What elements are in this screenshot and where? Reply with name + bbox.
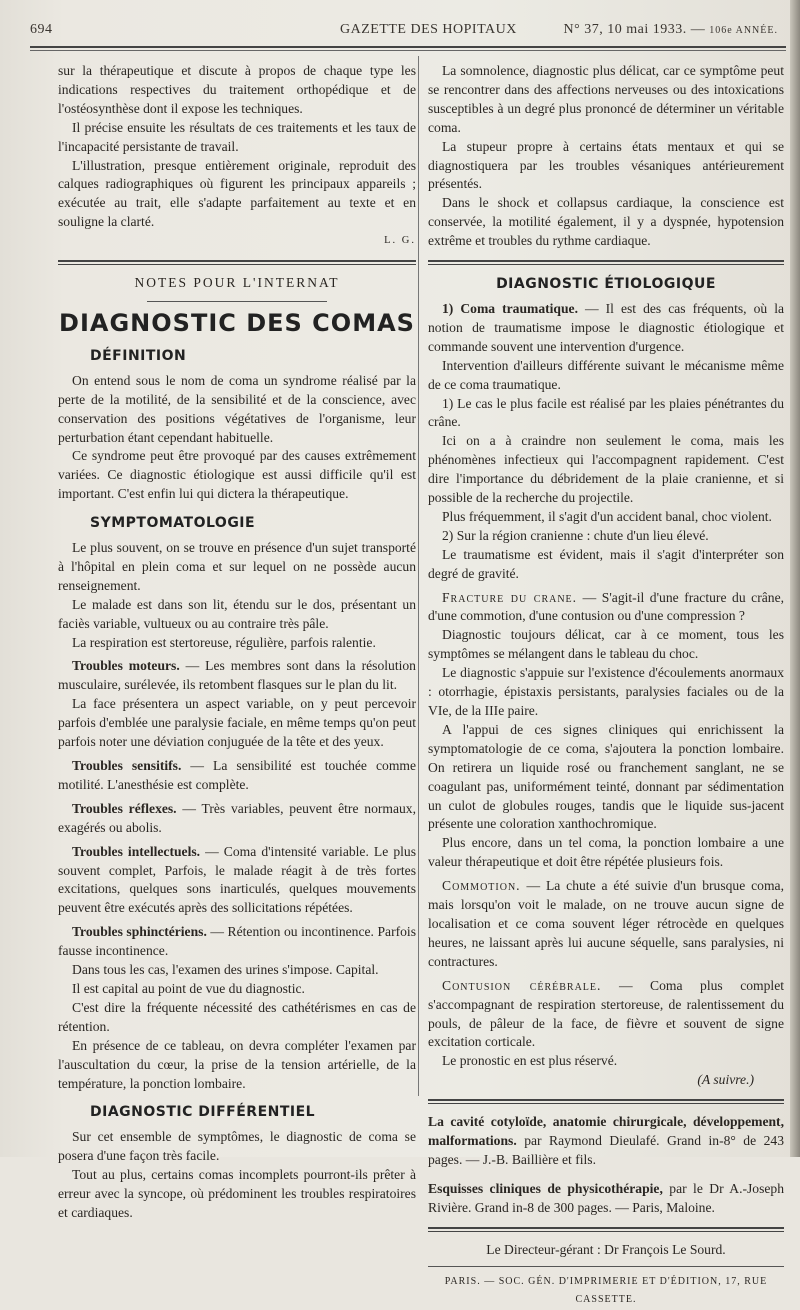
- troubles-moteurs-text: — Les membres sont dans la résolution musculaire, surélevée, ils retombent flasques sur le plan du lit.: [58, 658, 416, 693]
- issue-separator: —: [690, 22, 706, 37]
- troubles-moteurs-paragraph: [58, 657, 416, 695]
- binding-edge: [790, 0, 800, 1157]
- coma-traumatique-paragraph: [428, 300, 784, 357]
- ponction-paragraph: A l'appui de ces signes cliniques qui enrichissent la symptomatologie de ce coma, s'ajoutera la ponction lombaire. On retirera un liquide rosé ou franchement sanglant, ne se coagulant pas, uniformément teinté, donnant par sédimentation un culot de globules rouges, tandis que le liquide sus-jacent présente une coloration xanthochromique.: [428, 721, 784, 832]
- book-notice-2: [428, 1180, 784, 1218]
- troubles-sphincteriens-paragraph: [58, 923, 416, 961]
- left-column: [58, 62, 416, 1223]
- troubles-intellectuels-paragraph: [58, 843, 416, 919]
- coma-traumatique-lead: 1) Coma traumatique.: [442, 300, 578, 316]
- director-line: Le Directeur-gérant : Dr François Le Sourd.: [486, 1241, 726, 1257]
- troubles-intellectuels-text: — Coma d'intensité variable. Le plus souvent complet, Parfois, le malade réagit à de très fortes excitations, quelques sons inarticulés, quelques mouvements peuvent être exécutés après des sollicitations répétées.: [58, 843, 416, 916]
- journal-title: GAZETTE DES HOPITAUX: [340, 22, 517, 37]
- section-rule: [428, 260, 784, 265]
- issue-year: 106e ANNÉE.: [709, 25, 778, 36]
- troubles-moteurs-paragraph-2: La face présentera un aspect variable, on y peut percevoir parfois d'emblée une paralysie faciale, en même temps qu'on peut parfois noter une déviation conjuguée de la tête et des yeux.: [58, 696, 416, 750]
- book-2: [428, 1180, 784, 1218]
- book-1-title: La cavité cotyloïde, anatomie chirurgicale, développement, malformations.: [428, 1114, 784, 1149]
- book-2-title: Esquisses cliniques de physicothérapie,: [428, 1180, 663, 1196]
- running-header: [30, 22, 786, 44]
- book-1: [428, 1113, 784, 1170]
- contusion-paragraph: [428, 977, 784, 1053]
- commotion-text: — La chute a été suivie d'un brusque coma, mais lorsqu'on voit le malade, on ne trouve aucun signe de localisation et ce coma souvent léger rétrocède en quelques heures, ne laissant après lui aucune séquelle, sans paralysies, ni contractures.: [428, 878, 784, 969]
- diff-paragraph-2: Tout au plus, certains comas incomplets pourront-ils prêter à erreur avec la syncope, où prédominent les troubles respiratoires et cardiaques.: [58, 1167, 416, 1220]
- shock-paragraph: Dans le shock et collapsus cardiaque, la conscience est conservée, la motilité également, il y a dyspnée, hypotension extrême et troubles du rythme cardiaque.: [428, 195, 784, 249]
- symptom-paragraph-1: Le plus souvent, on se trouve en présence d'un sujet transporté à l'hôpital en plein coma et sur lequel on ne possède aucun renseignement.: [58, 540, 416, 593]
- issue-number: N° 37, 10 mai 1933.: [563, 22, 687, 37]
- fracture-text: — S'agit-il d'une fracture du crâne, d'une commotion, d'une contusion ou d'une compression ?: [428, 589, 784, 624]
- troubles-sensitifs-paragraph: [58, 757, 416, 795]
- commotion-lead: Commotion.: [442, 878, 521, 894]
- troubles-reflexes-lead: Troubles réflexes.: [72, 800, 177, 816]
- symptom-paragraph-2: Le malade est dans son lit, étendu sur le dos, présentant un faciès variable, vultueux ou au contraire très pâle.: [58, 596, 416, 631]
- section-rule: [58, 260, 416, 265]
- header-rule: [30, 46, 786, 48]
- troubles-intellectuels-lead: Troubles intellectuels.: [72, 843, 201, 859]
- book-notice-1: [428, 1113, 784, 1170]
- column-divider: [418, 56, 419, 1096]
- intro-paragraph-1: sur la thérapeutique et discute à propos de chaque type les indications respectives du traitement orthopédique et de l'ostéosynthèse dont il expose les techniques.: [58, 63, 416, 116]
- notes-title: NOTES POUR L'INTERNAT: [134, 275, 340, 291]
- imprint-rule: [428, 1266, 784, 1267]
- ici-paragraph: Ici on a à craindre non seulement le coma, mais les phénomènes infectieux qui l'accompagnent rapidement. C'est dire l'importance du débridement de la plaie cranienne, et si possible de la recherche du projectile.: [428, 433, 784, 506]
- heading-definition: DÉFINITION: [90, 347, 187, 364]
- sphincter-paragraph-4: C'est dire la fréquente nécessité des cathétérismes en cas de rétention.: [58, 999, 416, 1034]
- troubles-reflexes-text: — Très variables, peuvent être normaux, exagérés ou abolis.: [58, 800, 416, 835]
- signature: L. G.: [384, 235, 416, 247]
- article-title: DIAGNOSTIC DES COMAS: [59, 308, 415, 337]
- issue-info: [564, 22, 778, 38]
- heading-symptomatologie: SYMPTOMATOLOGIE: [90, 515, 256, 532]
- troubles-reflexes-paragraph: [58, 800, 416, 838]
- book-1-details: par Raymond Dieulafé. Grand in-8° de 243 pages. — J.-B. Baillière et fils.: [428, 1133, 784, 1167]
- notes-underline: [147, 301, 327, 302]
- plus-frequemment-paragraph: Plus fréquemment, il s'agit d'un accident banal, choc violent.: [442, 508, 772, 524]
- definition-paragraph-1: On entend sous le nom de coma un syndrome réalisé par la perte de la motilité, de la sensibilité et de la conscience, avec conservation des positions végétatives de l'organisme, leur perturbation étant cependant habituelle.: [58, 372, 416, 445]
- spacer: [428, 1170, 784, 1180]
- sphincter-paragraph-5: En présence de ce tableau, on devra compléter l'examen par l'auscultation du cœur, la prise de la tension artérielle, de la température, la ponction lombaire.: [58, 1037, 416, 1091]
- intervention-paragraph: Intervention d'ailleurs différente suivant le mécanisme même de ce coma traumatique.: [428, 357, 784, 392]
- diagnostic-delicat-paragraph: Diagnostic toujours délicat, car à ce moment, tous les symptômes se mélangent dans le tableau du choc.: [428, 627, 784, 662]
- commotion-paragraph: [428, 877, 784, 972]
- fracture-lead: Fracture du crane.: [442, 589, 578, 605]
- a-suivre: (A suivre.): [697, 1072, 754, 1088]
- heading-diagnostic-etiologique: DIAGNOSTIC ÉTIOLOGIQUE: [496, 276, 716, 293]
- troubles-sensitifs-lead: Troubles sensitifs.: [72, 758, 182, 773]
- section-rule: [428, 1227, 784, 1232]
- book-2-details: par le Dr A.-Joseph Rivière. Grand in-8 de 300 pages. — Paris, Maloine.: [428, 1180, 784, 1215]
- section-rule: [428, 1099, 784, 1104]
- plus-encore-paragraph: Plus encore, dans un tel coma, la ponction lombaire a une valeur thérapeutique et doit être répétée plusieurs fois.: [428, 835, 784, 870]
- contusion-lead: Contusion cérébrale.: [442, 977, 602, 993]
- header-rule-thin: [30, 50, 786, 51]
- imprint-line: PARIS. — SOC. GÉN. D'IMPRIMERIE ET D'ÉDITION, 17, RUE CASSETTE.: [444, 1275, 768, 1306]
- page-number: 694: [30, 22, 53, 37]
- definition-paragraph-2: Ce syndrome peut être provoqué par des causes extrêmement variées. Ce diagnostic étiologique est aussi difficile qu'il est important. C'est enfin lui qui dictera la thérapeutique.: [58, 448, 416, 502]
- contusion-text: — Coma plus complet s'accompagnant de respiration stertoreuse, de ralentissement du pouls, de pâleur de la face, de fièvre et souvent de signe excitation corticale.: [428, 977, 785, 1050]
- intro-paragraph-3: L'illustration, presque entièrement originale, reproduit des calques radiographiques où figurent les principaux appareils ; exécutée au trait, elle s'adapte parfaitement au texte et en souligne la clarté.: [58, 157, 416, 230]
- traumatisme-paragraph: Le traumatisme est évident, mais il s'agit d'interpréter son degré de gravité.: [428, 546, 784, 581]
- plaies-paragraph: 1) Le cas le plus facile est réalisé par les plaies pénétrantes du crâne.: [428, 395, 784, 430]
- sphincter-paragraph-3: Il est capital au point de vue du diagnostic.: [72, 980, 305, 996]
- troubles-sphincteriens-lead: Troubles sphinctériens.: [72, 924, 207, 940]
- troubles-sensitifs-text: — La sensibilité est touchée comme motilité. L'anesthésie est complète.: [58, 758, 417, 792]
- coma-traumatique-text: — Il est des cas fréquents, où la notion de traumatisme impose le diagnostic étiologique et commande souvent une intervention d'urgence.: [428, 300, 785, 354]
- sphincter-paragraph-2: Dans tous les cas, l'examen des urines s'impose. Capital.: [72, 962, 379, 978]
- appuie-paragraph: Le diagnostic s'appuie sur l'existence d'écoulements anormaux : otorrhagie, épistaxis persistants, paralysies faciales ou de la VIe, de la IIIe paire.: [428, 665, 784, 718]
- pronostic-paragraph: Le pronostic en est plus réservé.: [442, 1053, 618, 1069]
- stupeur-paragraph: La stupeur propre à certains états mentaux et qui se diagnostiquera par les troubles vésaniques antérieurement présentés.: [428, 138, 784, 192]
- diff-paragraph-1: Sur cet ensemble de symptômes, le diagnostic de coma se posera d'une façon très facile.: [58, 1129, 416, 1164]
- troubles-moteurs-lead: Troubles moteurs.: [72, 658, 180, 674]
- heading-diagnostic-differentiel: DIAGNOSTIC DIFFÉRENTIEL: [90, 1104, 316, 1121]
- right-column: [428, 62, 784, 1310]
- symptom-paragraph-3: La respiration est stertoreuse, régulière, parfois ralentie.: [72, 634, 376, 650]
- intro-paragraph-2: Il précise ensuite les résultats de ces traitements et les taux de l'incapacité persistante de travail.: [58, 119, 416, 154]
- region-cranienne-paragraph: 2) Sur la région cranienne : chute d'un lieu élevé.: [442, 527, 709, 543]
- somnolence-paragraph: La somnolence, diagnostic plus délicat, car ce symptôme peut se rencontrer dans des affections nerveuses ou des intoxications susceptibles à un degré plus prononcé de déterminer un véritable coma.: [428, 63, 784, 135]
- fracture-paragraph: [428, 589, 784, 627]
- troubles-sphincteriens-text: — Rétention ou incontinence. Parfois fausse incontinence.: [58, 924, 416, 959]
